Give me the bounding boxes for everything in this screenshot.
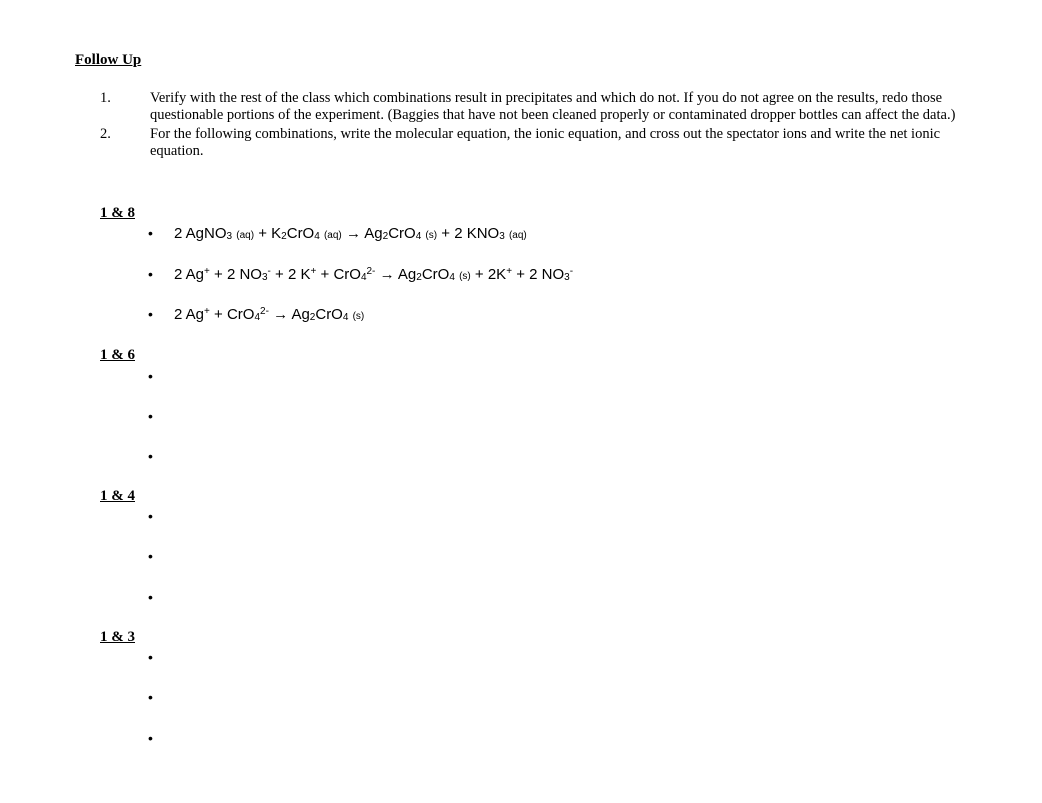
bullet-dot: • bbox=[148, 448, 153, 464]
section-label-1-6: 1 & 6 bbox=[100, 347, 135, 363]
instruction-number: 1. bbox=[100, 90, 111, 106]
empty-bullet bbox=[148, 589, 174, 606]
net-ionic-equation: • 2 $Ag^+ + CrO4^{2-} \to Ag2CrO4$ (s) bbox=[148, 306, 365, 323]
empty-bullet bbox=[148, 508, 174, 525]
empty-bullet bbox=[148, 689, 174, 706]
bullet-dot: • bbox=[148, 408, 153, 424]
bullet-dot: • bbox=[148, 689, 153, 705]
empty-bullet bbox=[148, 408, 174, 425]
bullet-dot: • bbox=[148, 306, 153, 322]
instruction-text: Verify with the rest of the class which combinations result in precipitates and which do not. If you do not agree on the results, redo those questionable portions of the experiment. (Baggies that have not been cleaned properly or contaminated dropper bottles can affect the data.) bbox=[150, 90, 956, 123]
empty-bullet bbox=[148, 368, 174, 385]
follow-up-heading: Follow Up bbox=[75, 52, 142, 68]
instruction-text: For the following combinations, write the molecular equation, the ionic equation, and cross out the spectator ions and write the net ionic equation. bbox=[150, 126, 941, 159]
section-label-1-8: 1 & 8 bbox=[100, 205, 135, 221]
empty-bullet bbox=[148, 649, 174, 666]
bullet-dot: • bbox=[148, 649, 153, 665]
empty-bullet bbox=[148, 548, 174, 565]
bullet-dot: • bbox=[148, 730, 153, 746]
instruction-number: 2. bbox=[100, 126, 111, 142]
bullet-dot: • bbox=[148, 548, 153, 564]
instruction-list bbox=[100, 90, 980, 162]
empty-bullet bbox=[148, 730, 174, 747]
bullet-dot: • bbox=[148, 225, 153, 241]
bullet-dot: • bbox=[148, 508, 153, 524]
bullet-dot: • bbox=[148, 589, 153, 605]
empty-bullet bbox=[148, 448, 174, 465]
bullet-dot: • bbox=[148, 368, 153, 384]
molecular-equation: • 2 AgNO3 (aq) + K2CrO4 (aq) → Ag2CrO4 (s) + 2 KNO3 (aq) bbox=[148, 225, 527, 242]
section-label-1-3: 1 & 3 bbox=[100, 629, 135, 645]
ionic-equation: • 2 Ag+ + 2 NO3- + 2 $K^+ + CrO4^{2-} \to Ag2CrO4$ (s) + 2K+ + 2 NO3- bbox=[148, 266, 574, 283]
instruction-item bbox=[100, 90, 980, 124]
instruction-item bbox=[100, 126, 980, 160]
section-label-1-4: 1 & 4 bbox=[100, 488, 135, 504]
bullet-dot: • bbox=[148, 266, 153, 282]
